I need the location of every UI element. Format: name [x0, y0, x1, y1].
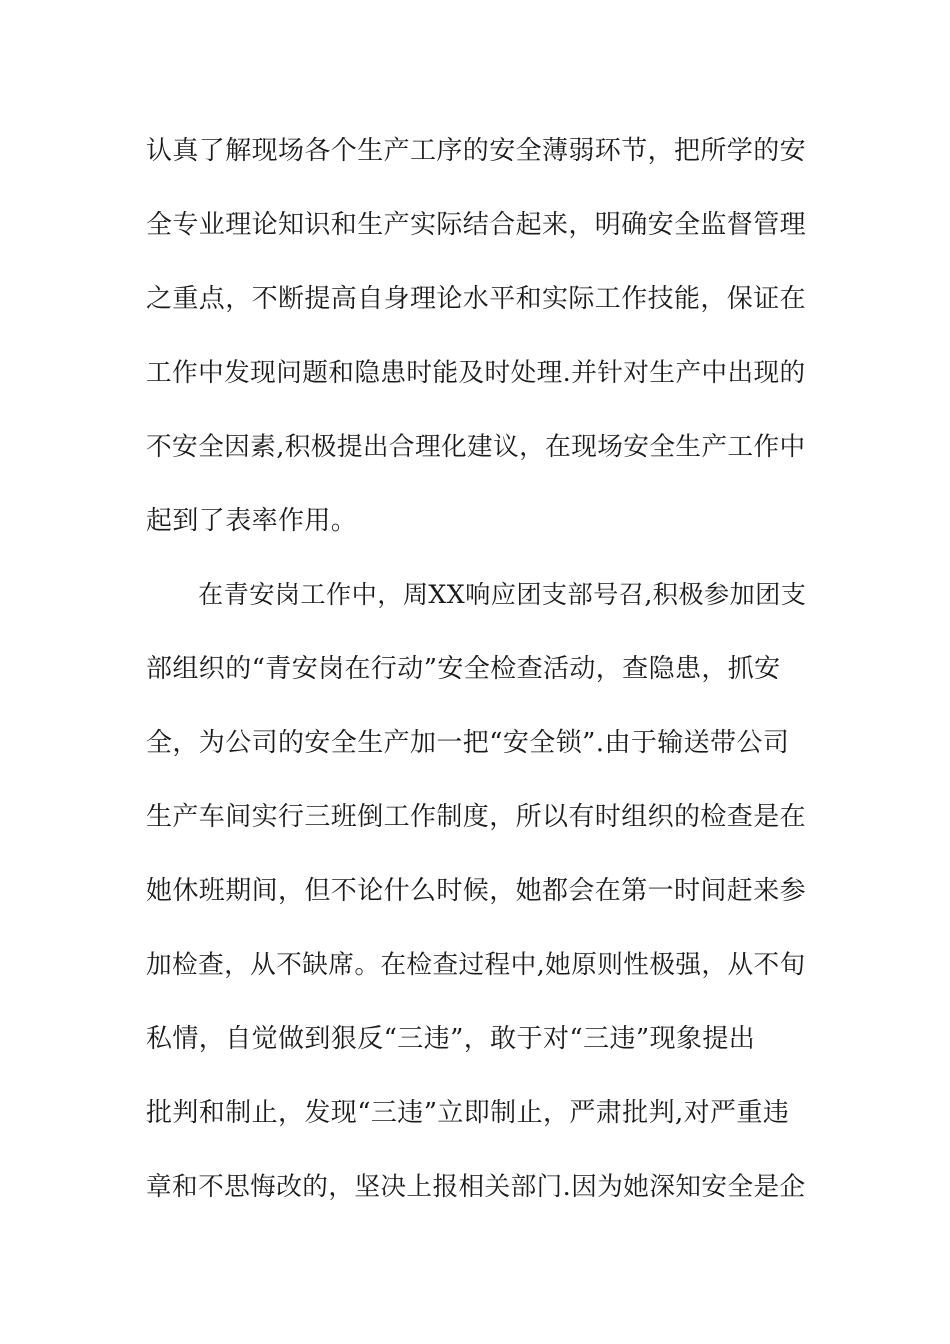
text-line: 全，为公司的安全生产加一把“安全锁”.由于输送带公司 — [146, 728, 790, 758]
text-line: 加检查，从不缺席。在检查过程中,她原则性极强，从不旬 — [146, 950, 806, 980]
text-line: 之重点，不断提高自身理论水平和实际工作技能，保证在 — [146, 284, 807, 314]
text-line: 私情，自觉做到狠反“三违”，敢于对“三违”现象提出 — [146, 1024, 756, 1054]
text-line: 起到了表率作用。 — [146, 506, 358, 536]
text-line: 生产车间实行三班倒工作制度，所以有时组织的检查是在 — [146, 802, 807, 832]
text-line: 工作中发现问题和隐患时能及时处理.并针对生产中出现的 — [146, 358, 806, 388]
text-line: 不安全因素,积极提出合理化建议，在现场安全生产工作中 — [146, 432, 806, 462]
text-line: 认真了解现场各个生产工序的安全薄弱环节，把所学的安 — [146, 136, 807, 166]
text-line: 章和不思悔改的，坚决上报相关部门.因为她深知安全是企 — [146, 1172, 806, 1202]
text-line: 全专业理论知识和生产实际结合起来，明确安全监督管理 — [146, 210, 807, 240]
text-line: 部组织的“青安岗在行动”安全检查活动，查隐患，抓安 — [146, 654, 781, 684]
paragraph-first-line: 在青安岗工作中，周XX响应团支部号召,积极参加团支 — [198, 580, 807, 609]
text-line: 她休班期间，但不论什么时候，她都会在第一时间赶来参 — [146, 876, 807, 906]
text-line: 批判和制止，发现“三违”立即制止，严肃批判,对严重违 — [146, 1098, 790, 1128]
